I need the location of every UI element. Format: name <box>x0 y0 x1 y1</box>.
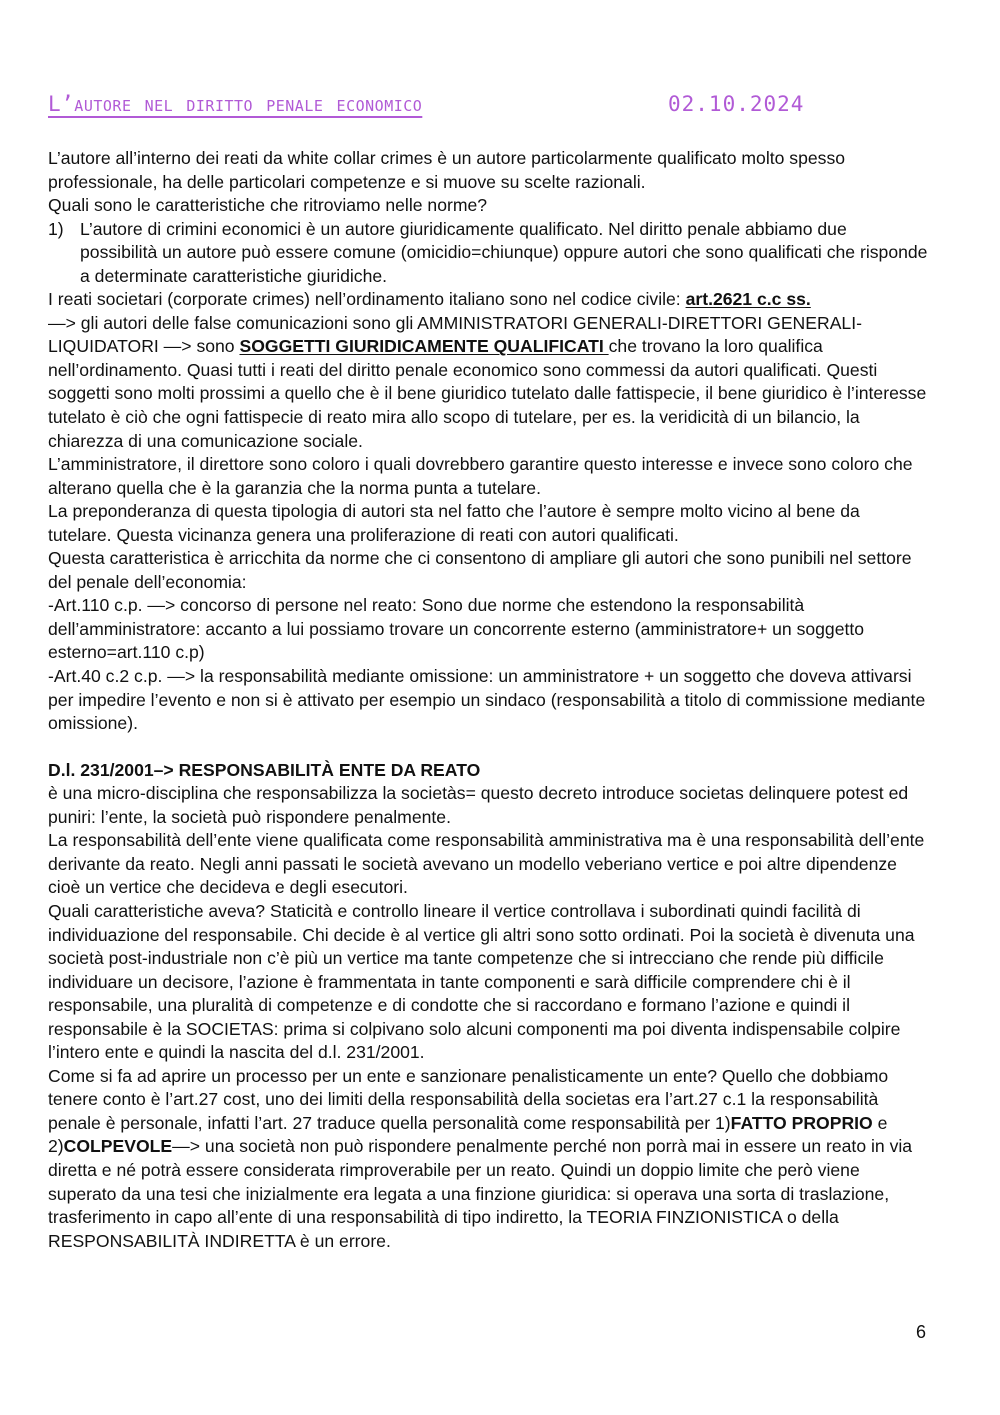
paragraph <box>48 312 928 453</box>
paragraph <box>48 1065 928 1253</box>
list-item <box>48 218 928 289</box>
list-text: L’autore di crimini economici è un autore giuridicamente qualificato. Nel diritto penale abbiamo due possibilità un autore può essere comune (omicidio=chiunque) oppure autori che sono qualificati che risponde a determinate caratteristiche giuridiche. <box>80 218 928 286</box>
body-text <box>48 147 928 1253</box>
text-run: I reati societari (corporate crimes) nell’ordinamento italiano sono nel codice civile: <box>48 289 686 310</box>
section-heading: D.l. 231/2001–> RESPONSABILITÀ ENTE DA REATO <box>48 759 481 780</box>
paragraph: Quali caratteristiche aveva? Staticità e controllo lineare il vertice controllava i subordinati quindi facilità di individuazione del responsabile. Chi decide è al vertice gli altri sono sotto ordinati. Poi la società è divenuta una società post-industriale non c’è più un vertice ma tante competenze che si intrecciano che rende più difficile individuare un decisore, l’azione è frammentata in tante componenti e sarà difficile comprendere chi è il responsabile, una pluralità di competenze e di condotte che si raccordano e formano l’azione e quindi il responsabile è la SOCIETAS: prima si colpivano solo alcuni componenti ma poi diventa indispensabile colpire l’intero ente e quindi la nascita del d.l. 231/2001. <box>48 900 915 1063</box>
page-title: L’autore nel diritto penale economico <box>48 92 423 116</box>
emphasis-text: COLPEVOLE <box>63 1136 173 1157</box>
page-number: 6 <box>916 1322 927 1342</box>
text-run: Come si fa ad aprire un processo per un ente e sanzionare penalisticamente un ente? Quello che dobbiamo tenere conto è l’art.27 cost, uno dei limiti della responsabilità della societas era l’art.27 c.1 la responsabilità penale è personale, infatti l’art. 27 traduce quella personalità come responsabilità per 1) <box>48 1065 889 1133</box>
emphasis-text: FATTO PROPRIO <box>730 1112 873 1133</box>
text-run: —> una società non può rispondere penalmente perché non porrà mai in essere un reato in via diretta e né potrà essere considerata rimproverabile per un reato. Quindi un doppio limite che però viene superato da una tesi che inizialmente era legata a una finzione giuridica: si operava una sorta di traslazione, trasferimento in capo all’ente di una responsabilità di tipo indiretto, la TEORIA FINZIONISTICA o della RESPONSABILITÀ INDIRETTA è un errore. <box>48 1136 913 1251</box>
page-date: 02.10.2024 <box>668 92 805 116</box>
paragraph: L’amministratore, il direttore sono coloro i quali dovrebbero garantire questo interesse e invece sono coloro che alterano quella che è la garanzia che la norma punta a tutelare. <box>48 454 913 498</box>
list-number: 1) <box>48 218 64 239</box>
text-run: che trovano la loro qualifica nell’ordinamento. Quasi tutti i reati del diritto penale economico sono commessi da autori qualificati. Questi soggetti sono molti prossimi a quello che è il bene giuridico tutelato dalle fattispecie, il bene giuridico è l’interesse tutelato è ciò che ogni fattispecie di reato mira allo scopo di tutelare, per es. la veridicità di un bilancio, la chiarezza di una comunicazione sociale. <box>48 336 927 451</box>
text-run: e 2) <box>48 1112 888 1157</box>
paragraph <box>48 288 928 312</box>
paragraph: -Art.40 c.2 c.p. —> la responsabilità mediante omissione: un amministratore + un soggetto che doveva attivarsi per impedire l’evento e non si è attivato per esempio un sindaco (responsabilità a titolo di commissione mediante omissione). <box>48 666 926 734</box>
spacer <box>48 736 928 759</box>
paragraph: è una micro-disciplina che responsabilizza la societàs= questo decreto introduce societas delinquere potest ed puniri: l’ente, la società può rispondere penalmente. <box>48 783 909 827</box>
paragraph: Questa caratteristica è arricchita da norme che ci consentono di ampliare gli autori che sono punibili nel settore del penale dell’economia: <box>48 548 912 592</box>
emphasis-text: SOGGETTI GIURIDICAMENTE QUALIFICATI <box>239 336 609 357</box>
header <box>48 92 948 126</box>
paragraph: -Art.110 c.p. —> concorso di persone nel reato: Sono due norme che estendono la responsabilità dell’amministratore: accanto a lui possiamo trovare un concorrente esterno (amministratore+ un soggetto esterno=art.110 c.p) <box>48 595 865 663</box>
paragraph: La preponderanza di questa tipologia di autori sta nel fatto che l’autore è sempre molto vicino al bene da tutelare. Questa vicinanza genera una proliferazione di reati con autori qualificati. <box>48 501 860 545</box>
paragraph: Quali sono le caratteristiche che ritroviamo nelle norme? <box>48 195 488 216</box>
paragraph: L’autore all’interno dei reati da white collar crimes è un autore particolarmente qualificato molto spesso professionale, ha delle particolari competenze e si muove su scelte razionali. <box>48 148 846 192</box>
article-reference: art.2621 c.c ss. <box>685 289 811 310</box>
text-run: —> gli autori delle false comunicazioni sono gli AMMINISTRATORI GENERALI-DIRETTORI GENERALI- LIQUIDATORI —> sono <box>48 312 862 357</box>
paragraph: La responsabilità dell’ente viene qualificata come responsabilità amministrativa ma è una responsabilità dell’ente derivante da reato. Negli anni passati le società avevano un modello veberiano vertice e poi altre dipendenze cioè un vertice che decideva e degli esecutori. <box>48 830 925 898</box>
